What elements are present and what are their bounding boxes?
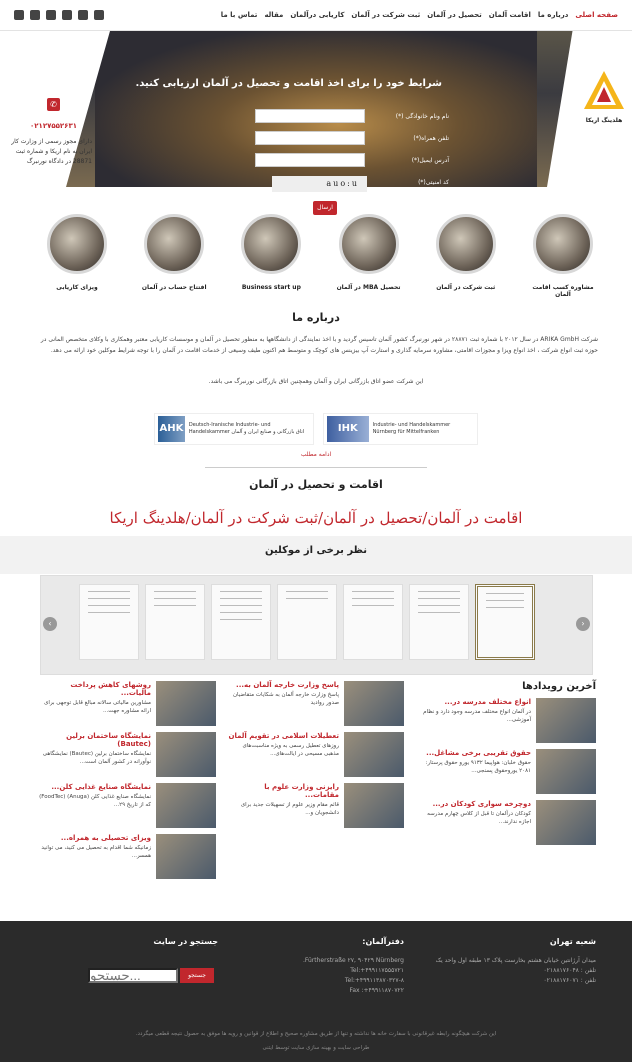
residence-title: اقامت و تحصیل در آلمان: [249, 478, 383, 491]
hero-title: شرایط خود را برای اخذ اقامت و تحصیل در آلمان ارزیابی کنید.: [135, 78, 442, 89]
news-desc: مشاورین مالیاتی سالانه مبالغ قابل توجهی برای ارائه مشاوره جهت...: [44, 700, 151, 714]
ahk-mark: AHK: [158, 416, 185, 442]
office-title: دفترآلمان:: [362, 937, 404, 946]
top-bar: [0, 0, 632, 31]
news-desc: پاسخ وزارت خارجه آلمان به شکایات متقاضیان صدور روادید: [232, 692, 339, 706]
search-title: جستجو در سایت: [153, 937, 218, 946]
testimonial-doc[interactable]: [211, 584, 271, 660]
hero-banner: [0, 31, 632, 211]
read-more-link[interactable]: ادامه مطلب: [300, 451, 332, 458]
list-item[interactable]: [228, 732, 404, 777]
footer-bar: [0, 1027, 632, 1055]
divider: [205, 467, 427, 468]
news-desc: روزهای تعطیل رسمی به ویژه مناسبت‌های مذهبی مسیحی در ایالت‌های...: [242, 743, 339, 757]
nav-article[interactable]: مقاله: [264, 11, 284, 19]
name-field[interactable]: [255, 109, 365, 123]
service-label: تحصیل MBA در آلمان: [336, 284, 401, 291]
news-title[interactable]: حقوق تقریبی برخی مشاغل...: [426, 749, 531, 757]
ahk-text: Deutsch-Iranische Industrie- und Handelskammer اتاق بازرگانی و صنایع ایران و آلمان: [188, 422, 305, 435]
service-residence[interactable]: [526, 214, 600, 298]
service-startup-image: [241, 214, 301, 274]
service-mba[interactable]: [332, 214, 406, 298]
news-desc: قائم مقام وزیر علوم از تسهیلات جدید برای دانشجویان و...: [240, 802, 339, 816]
carousel-prev-icon[interactable]: ‹: [43, 617, 57, 631]
tehran-tel-1: تلفن : ۰۲۱۸۸۱۷۶۰۴۸: [543, 967, 596, 974]
testimonial-doc[interactable]: [475, 584, 535, 660]
email-field[interactable]: [255, 153, 365, 167]
news-title[interactable]: انواع مختلف مدرسه در...: [444, 698, 531, 706]
service-account-image: [144, 214, 204, 274]
service-account[interactable]: [137, 214, 211, 298]
logo-text: هلدینگ اریکا: [585, 117, 623, 124]
news-image: [156, 783, 216, 828]
service-label: ویزای کاریابی: [56, 284, 98, 291]
testimonial-doc[interactable]: [343, 584, 403, 660]
search-button[interactable]: جستجو: [180, 968, 214, 983]
news-title[interactable]: دوچرخه سواری کودکان در...: [432, 800, 531, 808]
footer-search-box: [88, 968, 214, 983]
nav-contact[interactable]: تماس با ما: [220, 11, 258, 19]
list-item[interactable]: [38, 732, 216, 777]
nav-company[interactable]: ثبت شرکت در آلمان: [351, 11, 421, 19]
captcha-field[interactable]: auo:u: [272, 176, 367, 192]
carousel-next-icon[interactable]: ›: [576, 617, 590, 631]
news-desc: نمایشگاه ساختمان برلین (Bautec) نمایشگاهی نوآورانه در کشور آلمان است...: [42, 751, 151, 765]
news-image: [156, 681, 216, 726]
testimonial-doc[interactable]: [277, 584, 337, 660]
service-company-image: [436, 214, 496, 274]
news-desc: در آلمان انواع مختلف مدرسه وجود دارد و نظام آموزشی...: [423, 709, 531, 723]
search-input[interactable]: [88, 968, 178, 983]
service-visa[interactable]: [40, 214, 114, 298]
footer-germany: [264, 937, 404, 996]
tehran-address: میدان آرژانتین خیابان هشتم بخارست پلاک ۱۳ طبقه اول واحد یک: [435, 957, 596, 964]
service-residence-image: [533, 214, 593, 274]
footer: [0, 921, 632, 1062]
phone-number: ۰۲۱۲۷۵۵۲۶۳۱: [30, 122, 77, 130]
ahk-logo[interactable]: [154, 413, 314, 445]
nav-residence[interactable]: اقامت آلمان: [488, 11, 531, 19]
main-heading: اقامت در آلمان/تحصیل در آلمان/ثبت شرکت در آلمان/هلدینگ اریکا: [109, 509, 523, 527]
testimonial-doc[interactable]: [145, 584, 205, 660]
list-item[interactable]: [38, 834, 216, 879]
news-desc: زمانیکه شما اقدام به تحصیل می کنید، می توانید همسر...: [41, 845, 151, 859]
news-desc: حقوق خلبان: هواپیما ۹۱۳۲ یورو حقوق پرستار: ۲۰۸۱ یوروحقوق پسنجی...: [425, 760, 531, 774]
news-image: [156, 732, 216, 777]
list-item[interactable]: [416, 698, 596, 743]
telegram-icon[interactable]: [30, 10, 40, 20]
ihk-logo[interactable]: [323, 413, 478, 445]
news-desc: کودکان درآلمان تا قبل از کلاس چهارم مدرسه اجازه ندارند...: [427, 811, 531, 825]
office-fax: Fax :+۴۹۹۱۱۸۷۰۷۲۲: [349, 987, 404, 994]
linkedin-icon[interactable]: [46, 10, 56, 20]
nav-about[interactable]: درباره ما: [537, 11, 569, 19]
news-image: [344, 681, 404, 726]
list-item[interactable]: [416, 749, 596, 794]
news-title[interactable]: روشهای کاهش پرداخت مالیات...: [70, 681, 151, 697]
news-title[interactable]: رایزنی وزارت علوم با مقامات...: [264, 783, 339, 799]
service-label: Business start up: [241, 284, 301, 291]
mobile-label: تلفن همراه(*): [413, 134, 449, 142]
office-tel-2: Tel:+۴۹۹۱۱۳۸۷۰۳۲۷-۸: [344, 977, 404, 984]
news-column-events: [416, 681, 596, 851]
office-address: Fürther​straße ۲۷, ۹۰۴۲۹ Nürnberg.: [302, 957, 404, 964]
news-column-3: [38, 681, 216, 885]
list-item[interactable]: [38, 783, 216, 828]
services-row: [40, 214, 600, 298]
facebook-icon[interactable]: [94, 10, 104, 20]
news-column-2: [228, 681, 404, 834]
email-label: آدرس ایمیل(*): [411, 156, 449, 164]
twitter-icon[interactable]: [78, 10, 88, 20]
news-image: [344, 732, 404, 777]
list-item[interactable]: [228, 783, 404, 828]
service-visa-image: [47, 214, 107, 274]
news-title[interactable]: نمایشگاه ساختمان برلین (Bautec): [66, 732, 151, 748]
service-label: افتتاح حساب در آلمان: [141, 284, 207, 291]
news-image: [344, 783, 404, 828]
service-label: ثبت شرکت در آلمان: [436, 284, 496, 291]
list-item[interactable]: [416, 800, 596, 845]
nav-jobs[interactable]: کاریابی درآلمان: [290, 11, 345, 19]
tehran-tel-2: تلفن : ۰۲۱۸۸۱۷۶۰۷۱: [543, 977, 596, 984]
list-item[interactable]: [38, 681, 216, 726]
phone-icon: ✆: [47, 98, 60, 111]
news-title[interactable]: ویزای تحصیلی به همراه...: [60, 834, 151, 842]
news-image: [156, 834, 216, 879]
news-image: [536, 698, 596, 743]
credit: طراحی سایت و بهینه سازی سایت توسط ایتنی: [262, 1045, 370, 1051]
company-address: دارای مجوز رسمی از وزارت کار ایران به نام اریکا و شماره ثبت 28871 در دادگاه نورنبرگ: [11, 138, 92, 165]
ihk-text: Industrie- und Handelskammer Nürnberg für Mittelfranken: [372, 422, 451, 435]
testimonial-carousel: [40, 575, 593, 675]
service-label: مشاوره کسب اقامت آلمان: [532, 284, 594, 298]
name-label: نام ونام خانوادگی (*): [395, 112, 449, 120]
about-membership: این شرکت عضو اتاق بازرگانی ایران و آلمان وهمچنین اتاق بازرگانی نورنبرگ می باشد.: [208, 378, 424, 385]
news-image: [536, 800, 596, 845]
news-title[interactable]: نمایشگاه صنایع غذایی کلن...: [51, 783, 151, 791]
news-desc: نمایشگاه صنایع غذایی کلن (Anuga) (FoodTec) که از تاریخ ۲۹...: [39, 794, 151, 808]
tehran-title: شعبه تهران: [549, 937, 596, 946]
disclaimer: این شرکت هیچگونه رابطه غیرقانونی با سفارت خانه ها نداشته و تنها از طریق مشاوره صحیح و اطلاع از قوانین و رویه ها موفق به حصول نتیجه قطعی میگردد.: [135, 1031, 497, 1037]
testimonial-doc[interactable]: [409, 584, 469, 660]
service-startup[interactable]: [234, 214, 308, 298]
news-title[interactable]: پاسخ وزارت خارجه آلمان به...: [236, 681, 339, 689]
news-title[interactable]: تعطیلات اسلامی در تقویم آلمان: [228, 732, 339, 740]
footer-search: [88, 937, 218, 956]
footer-tehran: [416, 937, 596, 986]
mobile-field[interactable]: [255, 131, 365, 145]
nav-study[interactable]: تحصیل در آلمان: [427, 11, 482, 19]
captcha-label: کد امنیتی(*): [418, 178, 449, 186]
service-company[interactable]: [429, 214, 503, 298]
testimonial-doc[interactable]: [79, 584, 139, 660]
social-links: [14, 10, 104, 20]
office-tel-1: Tel:+۴۹۹۱۱۷۵۵۵۷۲۱: [350, 967, 404, 974]
clients-title: نظر برخی از موکلین: [264, 545, 368, 556]
nav-home[interactable]: صفحه اصلی: [575, 11, 618, 19]
main-nav: [221, 11, 618, 19]
news-image: [536, 749, 596, 794]
service-mba-image: [339, 214, 399, 274]
instagram-icon[interactable]: [14, 10, 24, 20]
about-text: شرکت ARIKA GmbH در سال ۲۰۱۲ با شماره ثبت ۲۸۸۷۱ در شهر نورنبرگ کشور آلمان تاسیس گردید و با اخذ نمایندگی از دانشگاهها به منظور تحصیل در آلمان و موسسات کاریابی معتبر وهمکاری با وکلای متخصص المانی در حوزه ثبت انواع شرکت ، اخذ انواع ویزا و مجوزات اقامتی، مشاوره سرمایه گذاری و استارت آپ بیزینس های کوچک و متوسط هم اکنون طیف وسیعی از خدمات اقامت در آلمان را با توجه شرایط موکلین خود ارائه می دهد.: [40, 336, 598, 354]
about-title: درباره ما: [292, 311, 340, 324]
submit-button[interactable]: ارسال: [313, 201, 337, 215]
googleplus-icon[interactable]: [62, 10, 72, 20]
events-title: آخرین رویدادها: [522, 681, 596, 692]
ihk-mark: IHK: [327, 416, 369, 442]
arika-logo[interactable]: [582, 69, 626, 115]
list-item[interactable]: [228, 681, 404, 726]
